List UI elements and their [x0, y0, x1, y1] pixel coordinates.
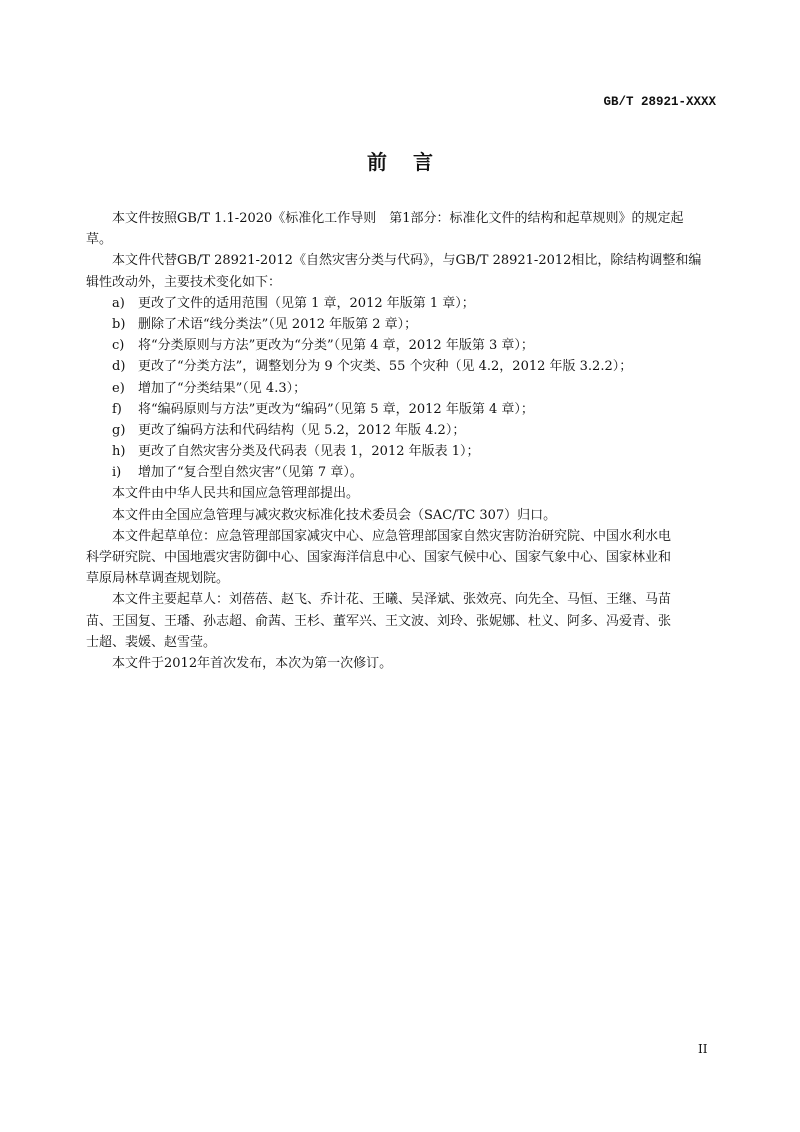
list-item-label: g): [112, 422, 126, 438]
list-item: [86, 441, 718, 462]
paragraph-line: 本文件由中华人民共和国应急管理部提出。: [112, 486, 360, 502]
list-item: [86, 314, 718, 335]
list-item: [86, 356, 718, 377]
list-item-text: 增加了“分类结果”（见 4.3）；: [138, 380, 307, 396]
document-number: GB/T 28921-XXXX: [603, 95, 716, 109]
paragraph-line: 本文件代替GB/T 28921-2012《自然灾害分类与代码》，与GB/T 28921-2012相比，除结构调整和编: [112, 253, 702, 269]
list-item: [86, 420, 718, 441]
paragraph-line: 草原局林草调查规划院。: [86, 571, 230, 587]
paragraph-line: 苗、王国复、王璠、孙志超、俞茜、王杉、董军兴、王文波、刘玲、张妮娜、杜义、阿多、冯爱青、张: [86, 613, 672, 629]
list-item-label: d): [112, 359, 126, 375]
list-item: [86, 399, 718, 420]
list-item: [86, 293, 718, 314]
list-item-label: a): [112, 295, 125, 311]
list-item-text: 删除了术语“线分类法”（见 2012 年版第 2 章）；: [138, 316, 418, 332]
paragraph-line: 本文件于2012年首次发布，本次为第一次修订。: [112, 655, 393, 671]
paragraph-line: 本文件由全国应急管理与减灾救灾标准化技术委员会（SAC/TC 307）归口。: [112, 507, 557, 523]
list-item-text: 更改了“分类方法”，调整划分为 9 个灾类、55 个灾种（见 4.2，2012 年版 3.2.2）；: [138, 359, 633, 375]
page-number: II: [698, 1042, 708, 1056]
list-item-text: 增加了“复合型自然灾害”（见第 7 章）。: [138, 465, 363, 481]
paragraph-line: 本文件起草单位：应急管理部国家减灾中心、应急管理部国家自然灾害防治研究院、中国水利水电: [112, 528, 672, 544]
list-item-text: 将“分类原则与方法”更改为“分类”（见第 4 章，2012 年版第 3 章）；: [138, 338, 534, 354]
list-item-label: c): [112, 338, 125, 354]
list-item: [86, 462, 718, 483]
paragraph-line: 草。: [86, 232, 113, 248]
list-item-label: f): [112, 401, 122, 417]
list-item-text: 更改了编码方法和代码结构（见 5.2，2012 年版 4.2）；: [138, 422, 466, 438]
list-item-label: b): [112, 316, 126, 332]
paragraph-line: 辑性改动外，主要技术变化如下：: [86, 274, 282, 290]
list-item-label: i): [112, 465, 122, 481]
paragraph-line: 本文件主要起草人：刘蓓蓓、赵飞、乔计花、王曦、吴泽斌、张效亮、向先全、马恒、王继、马苗: [112, 592, 672, 608]
paragraph-line: 本文件按照GB/T 1.1-2020《标准化工作导则 第1部分：标准化文件的结构和起草规则》的规定起: [112, 211, 684, 226]
list-item-label: e): [112, 380, 125, 396]
paragraph-line: 科学研究院、中国地震灾害防御中心、国家海洋信息中心、国家气候中心、国家气象中心、国家林业和: [86, 550, 672, 565]
paragraph-line: 士超、裴媛、赵雪莹。: [86, 634, 217, 650]
list-item-text: 更改了自然灾害分类及代码表（见表 1，2012 年版表 1）；: [138, 444, 480, 460]
list-item: [86, 378, 718, 399]
foreword-body: [86, 208, 718, 674]
page-title: 前言: [367, 150, 459, 174]
list-item-text: 将“编码原则与方法”更改为“编码”（见第 5 章，2012 年版第 4 章）；: [138, 401, 534, 417]
list-item-text: 更改了文件的适用范围（见第 1 章，2012 年版第 1 章）；: [138, 295, 475, 311]
list-item-label: h): [112, 444, 126, 460]
list-item: [86, 335, 718, 356]
